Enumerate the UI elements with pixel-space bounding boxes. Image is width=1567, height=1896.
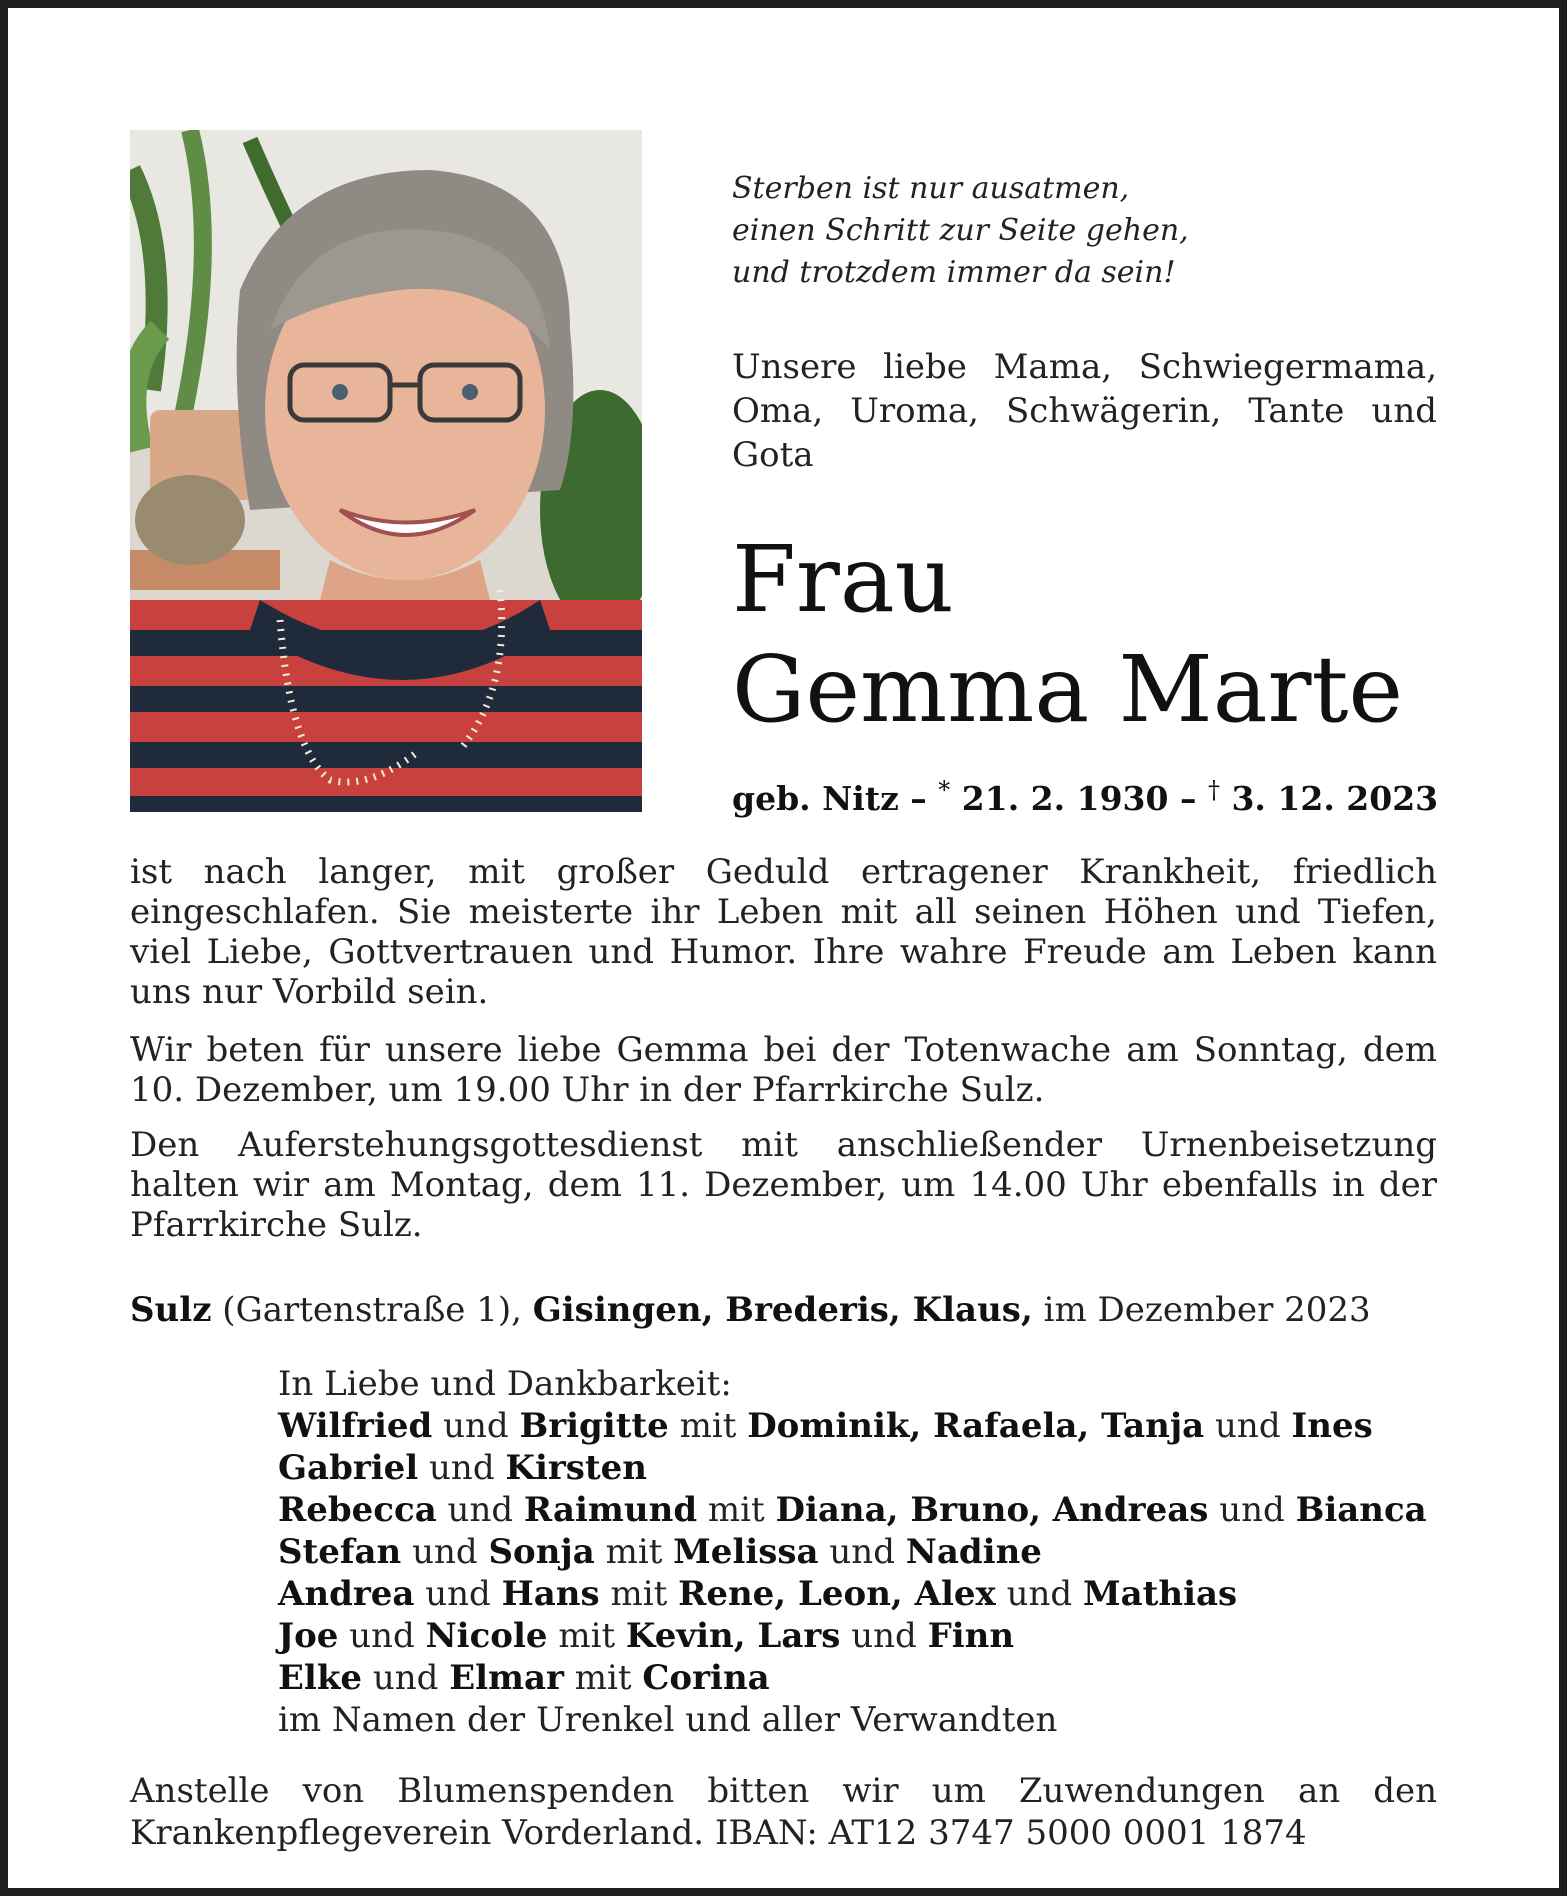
salutation: Frau <box>732 526 954 633</box>
mourner-row <box>278 1489 1458 1531</box>
connector-text: mit <box>697 1490 776 1530</box>
mourner-name: Diana, Bruno, Andreas <box>775 1490 1209 1530</box>
mourner-name: Melissa <box>673 1532 819 1572</box>
mourner-row <box>278 1447 1458 1489</box>
thanks-heading: In Liebe und Dankbarkeit: <box>278 1364 732 1404</box>
body-paragraph-1: ist nach langer, mit großer Geduld ertragener Krankheit, friedlich eingeschlafen. Sie meisterte ihr Leben mit all seinen Höhen und Tiefen, viel Liebe, Gottvertrauen und Humor. Ihre wahre Freude am Leben kann uns nur Vorbild sein. <box>130 852 1437 1012</box>
connector-text: mit <box>563 1658 643 1698</box>
mourner-name: Raimund <box>523 1490 698 1530</box>
mourner-name: Rene, Leon, Alex <box>678 1574 996 1614</box>
mourner-name: Finn <box>927 1616 1015 1656</box>
connector-text: mit <box>599 1574 679 1614</box>
mourner-name: Elke <box>278 1658 363 1698</box>
mourner-row <box>278 1615 1458 1657</box>
connector-text: mit <box>594 1532 674 1572</box>
portrait-photo <box>130 130 642 812</box>
place-date-line <box>130 1288 1437 1332</box>
birth-date: 21. 2. 1930 <box>950 779 1169 818</box>
intro-text <box>732 345 1437 477</box>
mourner-name: Sonja <box>488 1532 595 1572</box>
place-address: (Gartenstraße 1), <box>211 1290 533 1330</box>
mourner-name: Brigitte <box>519 1406 669 1446</box>
mourner-name: Ines <box>1291 1406 1373 1446</box>
intro-line: Unsere liebe Mama, Schwiegermama, <box>732 347 1437 387</box>
connector-text: mit <box>547 1616 626 1656</box>
connector-text: und <box>840 1616 928 1656</box>
death-date: 3. 12. 2023 <box>1219 779 1439 818</box>
mourners-rows <box>278 1405 1458 1699</box>
mourner-name: Stefan <box>278 1532 402 1572</box>
death-cross-icon: † <box>1207 776 1220 804</box>
mourner-name: Kirsten <box>505 1448 647 1488</box>
place-date: im Dezember 2023 <box>1032 1290 1371 1330</box>
intro-line: Gota <box>732 435 814 475</box>
donation-note: Anstelle von Blumenspenden bitten wir um Zuwendungen an den Krankenpflegeverein Vorderland. IBAN: AT12 3747 5000 0001 1874 <box>130 1771 1437 1853</box>
connector-text: und <box>432 1406 520 1446</box>
body-paragraph-3: Den Auferstehungsgottesdienst mit anschließender Urnenbeisetzung halten wir am Montag, dem 11. Dezember, um 14.00 Uhr ebenfalls in der Pfarrkirche Sulz. <box>130 1125 1437 1245</box>
mourner-name: Nicole <box>425 1616 548 1656</box>
connector-text: und <box>401 1532 489 1572</box>
body-paragraph-2: Wir beten für unsere liebe Gemma bei der Totenwache am Sonntag, dem 10. Dezember, um 19.00 Uhr in der Pfarrkirche Sulz. <box>130 1030 1437 1110</box>
connector-text: und <box>818 1532 906 1572</box>
mourner-name: Wilfried <box>278 1406 433 1446</box>
intro-line: Oma, Uroma, Schwägerin, Tante und <box>732 391 1437 431</box>
mourner-row <box>278 1531 1458 1573</box>
thanks-closing: im Namen der Urenkel und aller Verwandten <box>278 1700 1058 1740</box>
separator: – <box>898 779 939 818</box>
connector-text: und <box>338 1616 426 1656</box>
life-dates <box>732 768 1438 821</box>
mourner-name: Dominik, Rafaela, Tanja <box>747 1406 1205 1446</box>
portrait-illustration <box>130 130 642 812</box>
connector-text: und <box>1204 1406 1292 1446</box>
mourner-name: Elmar <box>449 1658 564 1698</box>
deceased-name: Gemma Marte <box>732 636 1403 743</box>
motto-line: Sterben ist nur ausatmen, <box>732 171 1130 206</box>
motto-line: und trotzdem immer da sein! <box>732 255 1176 290</box>
motto-line: einen Schritt zur Seite gehen, <box>732 213 1189 248</box>
mourner-name: Nadine <box>905 1532 1042 1572</box>
connector-text: und <box>418 1448 506 1488</box>
mourner-row <box>278 1405 1458 1447</box>
mourner-name: Hans <box>501 1574 600 1614</box>
connector-text: mit <box>668 1406 748 1446</box>
connector-text: und <box>362 1658 450 1698</box>
connector-text: und <box>414 1574 502 1614</box>
mourner-row <box>278 1573 1458 1615</box>
mourner-name: Kevin, Lars <box>625 1616 841 1656</box>
connector-text: und <box>436 1490 524 1530</box>
motto-quote <box>732 168 1452 294</box>
birth-star-icon: * <box>938 776 951 804</box>
mourner-name: Andrea <box>278 1574 415 1614</box>
place-town: Sulz <box>130 1290 212 1330</box>
mourner-row <box>278 1657 1458 1699</box>
connector-text: und <box>995 1574 1083 1614</box>
birth-name: geb. Nitz <box>732 779 899 818</box>
separator: – <box>1168 779 1208 818</box>
mourner-name: Bianca <box>1295 1490 1427 1530</box>
mourner-name: Gabriel <box>278 1448 419 1488</box>
mourners-list <box>278 1363 1458 1741</box>
mourner-name: Mathias <box>1082 1574 1238 1614</box>
mourner-name: Corina <box>642 1658 770 1698</box>
mourner-name: Joe <box>278 1616 339 1656</box>
connector-text: und <box>1208 1490 1296 1530</box>
mourner-name: Rebecca <box>278 1490 437 1530</box>
place-others: Gisingen, Brederis, Klaus, <box>532 1290 1033 1330</box>
